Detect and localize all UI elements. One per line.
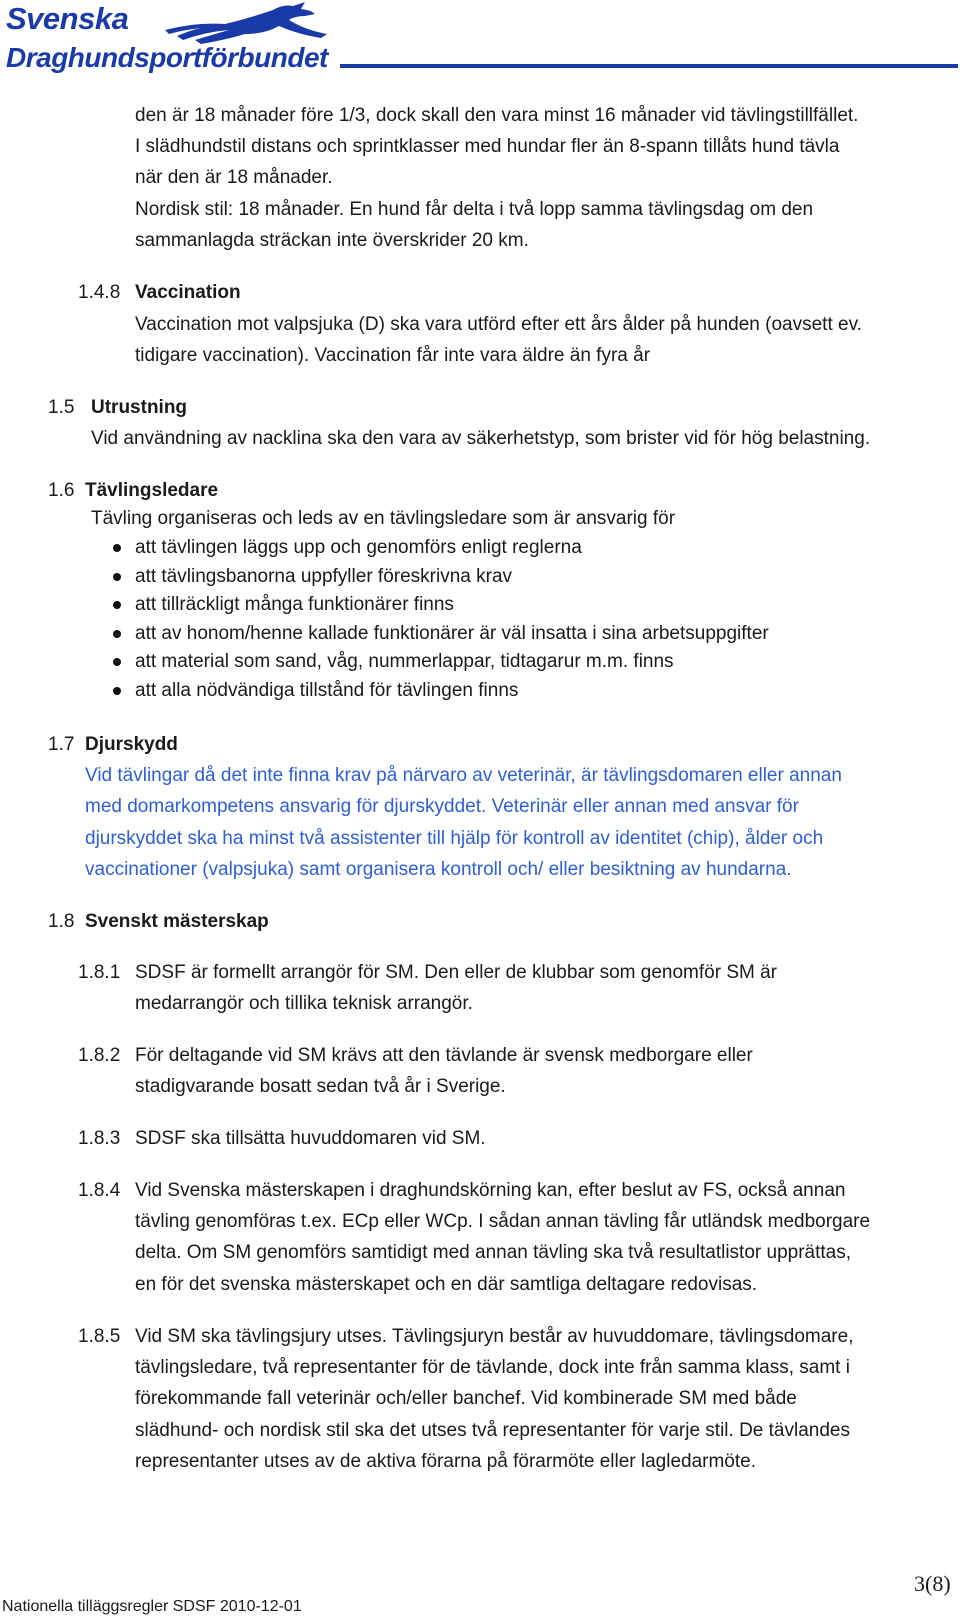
header-rule — [340, 64, 958, 68]
section-number-1-4-8: 1.4.8 — [78, 282, 121, 303]
masterskap-line: förekommande fall veterinär och/eller banchef. Vid kombinerade SM med både — [135, 1388, 797, 1409]
bullet-icon — [113, 687, 121, 695]
bullet-icon — [113, 630, 121, 638]
masterskap-line: representanter utses av de aktiva förarna på förarmöte eller lagledarmöte. — [135, 1451, 756, 1472]
intro-line: sammanlagda sträckan inte överskrider 20 km. — [135, 230, 529, 251]
section-title-utrustning: Utrustning — [91, 397, 188, 418]
section-number-1-6: 1.6 — [48, 480, 75, 501]
logo-text-line1: Svenska — [6, 1, 129, 36]
masterskap-line: stadigvarande bosatt sedan två år i Sverige. — [135, 1076, 506, 1097]
running-dog-icon — [155, 0, 335, 50]
section-number-1-8: 1.8 — [48, 911, 75, 932]
list-item: att tävlingsbanorna uppfyller föreskrivna krav — [135, 566, 513, 587]
bullet-icon — [113, 544, 121, 552]
intro-line: den är 18 månader före 1/3, dock skall den vara minst 16 månader vid tävlingstillfället. — [135, 105, 859, 126]
masterskap-line: delta. Om SM genomförs samtidigt med annan tävling ska två resultatlistor upprättas, — [135, 1242, 851, 1263]
masterskap-line: medarrangör och tillika teknisk arrangör. — [135, 993, 473, 1014]
masterskap-line: Vid Svenska mästerskapen i draghundskörning kan, efter beslut av FS, också annan — [135, 1180, 846, 1201]
masterskap-line: För deltagande vid SM krävs att den tävlande är svensk medborgare eller — [135, 1045, 753, 1066]
section-title-vaccination: Vaccination — [135, 282, 241, 303]
vaccination-line: tidigare vaccination). Vaccination får inte vara äldre än fyra år — [135, 345, 651, 366]
djurskydd-line: vaccinationer (valpsjuka) samt organisera kontroll och/ eller besiktning av hundarna. — [85, 859, 792, 880]
section-title-djurskydd: Djurskydd — [85, 734, 178, 755]
masterskap-line: SDSF ska tillsätta huvuddomaren vid SM. — [135, 1128, 486, 1149]
section-number-1-5: 1.5 — [48, 397, 75, 418]
footer-text: Nationella tilläggsregler SDSF 2010-12-01 — [2, 1598, 302, 1615]
page-number: 3(8) — [914, 1571, 951, 1596]
bullet-icon — [113, 601, 121, 609]
masterskap-line: slädhund- och nordisk stil ska det utses två representanter för varje stil. De tävlandes — [135, 1420, 850, 1441]
intro-line: när den är 18 månader. — [135, 167, 333, 188]
tavlingsledare-lead: Tävling organiseras och leds av en tävlingsledare som är ansvarig för — [91, 508, 676, 529]
section-title-tavlingsledare: Tävlingsledare — [85, 480, 219, 501]
masterskap-line: tävlingsledare, två representanter för de tävlande, dock inte från samma klass, samt i — [135, 1357, 850, 1378]
masterskap-line: SDSF är formellt arrangör för SM. Den eller de klubbar som genomför SM är — [135, 962, 778, 983]
item-number-1-8-3: 1.8.3 — [78, 1128, 121, 1149]
section-number-1-7: 1.7 — [48, 734, 75, 755]
item-number-1-8-5: 1.8.5 — [78, 1326, 121, 1347]
djurskydd-line: djurskyddet ska ha minst två assistenter till hjälp för kontroll av identitet (chip), ålder och — [85, 828, 824, 849]
djurskydd-line: Vid tävlingar då det inte finna krav på närvaro av veterinär, är tävlingsdomaren eller annan — [85, 765, 842, 786]
item-number-1-8-2: 1.8.2 — [78, 1045, 121, 1066]
bullet-icon — [113, 658, 121, 666]
logo-text-line2: Draghundsportförbundet — [6, 42, 328, 73]
intro-line: I slädhundstil distans och sprintklasser med hundar fler än 8-spann tillåts hund tävla — [135, 136, 840, 157]
masterskap-line: tävling genomföras t.ex. ECp eller WCp. I sådan annan tävling får utländsk medborgare — [135, 1211, 871, 1232]
intro-line: Nordisk stil: 18 månader. En hund får delta i två lopp samma tävlingsdag om den — [135, 199, 814, 220]
list-item: att tävlingen läggs upp och genomförs enligt reglerna — [135, 537, 582, 558]
section-title-svenskt-masterskap: Svenskt mästerskap — [85, 911, 269, 932]
bullet-icon — [113, 573, 121, 581]
masterskap-line: Vid SM ska tävlingsjury utses. Tävlingsjuryn består av huvuddomare, tävlingsdomare, — [135, 1326, 854, 1347]
list-item: att material som sand, våg, nummerlappar, tidtagarur m.m. finns — [135, 651, 674, 672]
item-number-1-8-4: 1.8.4 — [78, 1180, 121, 1201]
list-item: att av honom/henne kallade funktionärer är väl insatta i sina arbetsuppgifter — [135, 623, 769, 644]
utrustning-line: Vid användning av nacklina ska den vara av säkerhetstyp, som brister vid för hög belastning. — [91, 428, 871, 449]
list-item: att alla nödvändiga tillstånd för tävlingen finns — [135, 680, 519, 701]
list-item: att tillräckligt många funktionärer finns — [135, 594, 454, 615]
masterskap-line: en för det svenska mästerskapet och en där samtliga deltagare redovisas. — [135, 1274, 758, 1295]
vaccination-line: Vaccination mot valpsjuka (D) ska vara utförd efter ett års ålder på hunden (oavsett ev. — [135, 314, 862, 335]
item-number-1-8-1: 1.8.1 — [78, 962, 121, 983]
djurskydd-line: med domarkompetens ansvarig för djurskyddet. Veterinär eller annan med ansvar för — [85, 796, 799, 817]
